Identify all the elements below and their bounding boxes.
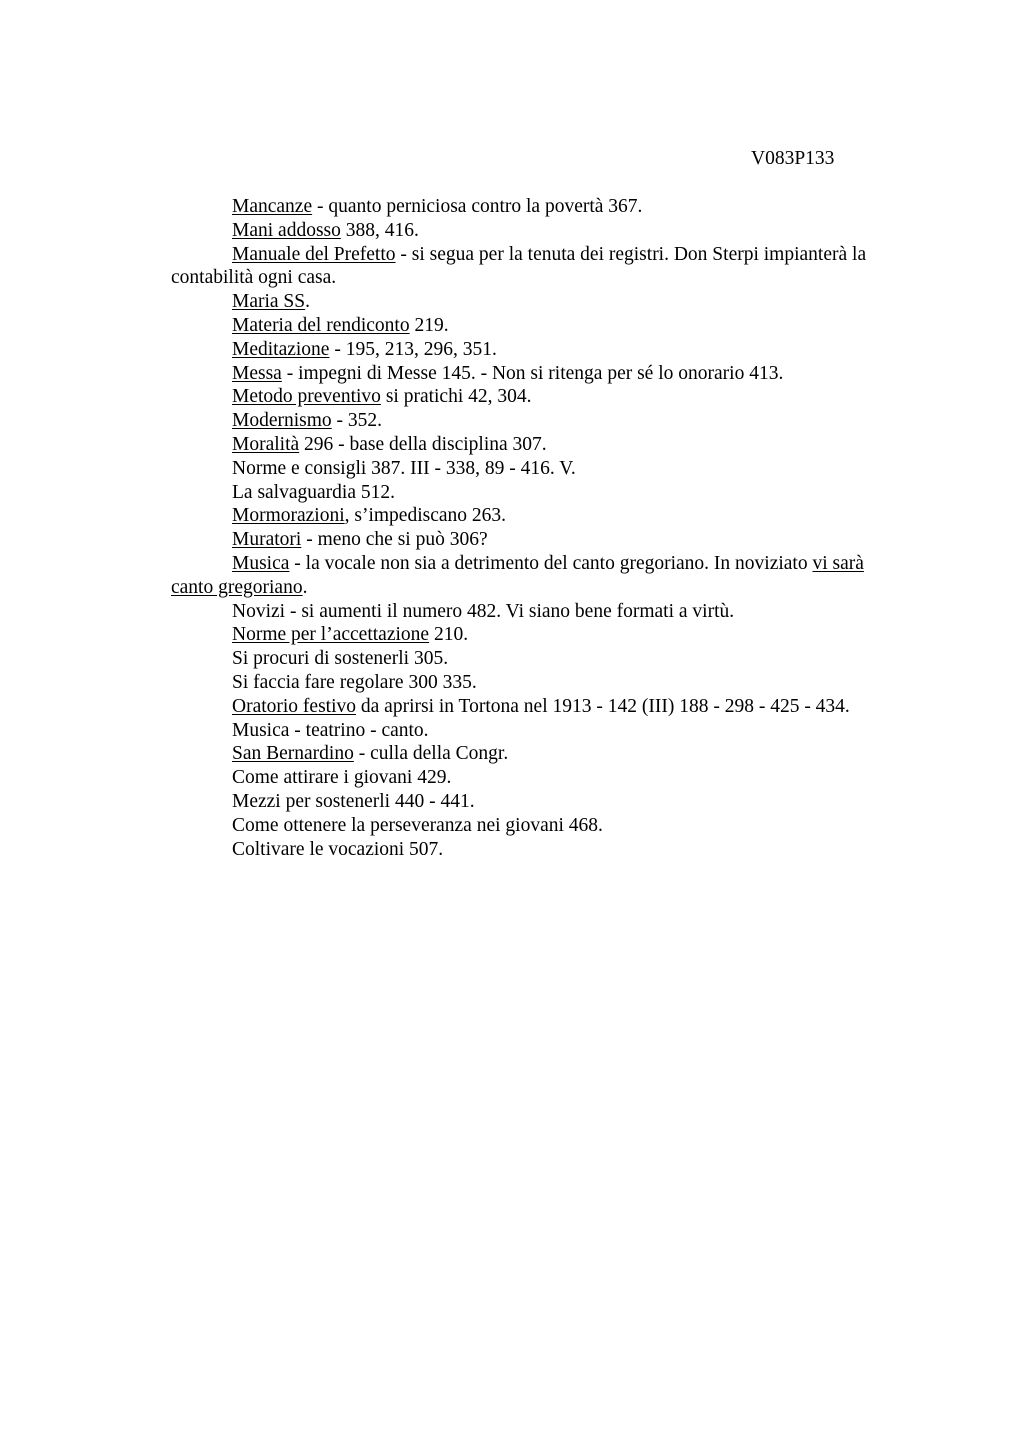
index-entry (171, 623, 911, 647)
entry-text: Musica - teatrino - canto. (232, 719, 429, 741)
index-entry (171, 742, 911, 766)
entry-text: - 195, 213, 296, 351. (329, 338, 497, 360)
entry-text: Coltivare le vocazioni 507. (232, 838, 444, 860)
index-entry (171, 528, 911, 552)
entry-heading: Norme per l’accettazione (232, 624, 430, 646)
entry-heading: Musica (232, 552, 290, 574)
entry-text: . (305, 291, 310, 313)
index-entry (171, 433, 911, 457)
entry-text: 219. (409, 314, 449, 336)
index-entry (171, 481, 911, 505)
entry-text: da aprirsi in Tortona nel 1913 - 142 (III) 188 - 298 - 425 - 434. (356, 695, 850, 717)
entry-heading: Modernismo (232, 410, 332, 432)
entry-heading: Moralità (232, 433, 300, 455)
entry-heading: Meditazione (232, 338, 330, 360)
entry-text: Si faccia fare regolare 300 335. (232, 671, 477, 693)
index-entry (171, 790, 911, 814)
index-entry (171, 409, 911, 433)
index-entry (171, 600, 911, 624)
index-entry (171, 290, 911, 314)
index-entry (171, 314, 911, 338)
index-entry (171, 814, 911, 838)
entry-text: 210. (429, 624, 469, 646)
index-entry (171, 243, 911, 291)
entry-text: - quanto perniciosa contro la povertà 367. (312, 196, 643, 217)
index-entry (171, 338, 911, 362)
index-entry (171, 362, 911, 386)
entry-heading: Mancanze (232, 196, 313, 217)
entry-heading: Messa (232, 362, 282, 384)
entry-heading: Mormorazioni (232, 505, 345, 527)
entry-text: Come attirare i giovani 429. (232, 767, 452, 789)
entry-text: , s’impediscano 263. (344, 505, 507, 527)
index-entry (171, 457, 911, 481)
entry-heading: Muratori (232, 529, 302, 551)
index-entries (171, 195, 911, 861)
index-entry (171, 647, 911, 671)
entry-text: 296 - base della disciplina 307. (299, 433, 547, 455)
entry-text-end: . (302, 576, 308, 598)
index-entry (171, 385, 911, 409)
index-entry (171, 766, 911, 790)
entry-text: - meno che si può 306? (301, 529, 488, 551)
index-entry (171, 195, 911, 219)
entry-text: si pratichi 42, 304. (380, 386, 532, 408)
index-entry (171, 219, 911, 243)
entry-heading: San Bernardino (232, 743, 354, 765)
entry-text: - culla della Congr. (353, 743, 509, 765)
entry-underlined-phrase: vi sarà canto gregoriano (171, 552, 864, 598)
page-code: V083P133 (751, 148, 835, 169)
entry-text: - impegni di Messe 145. - Non si ritenga per sé lo onorario 413. (281, 362, 784, 384)
index-entry (171, 671, 911, 695)
entry-heading: Metodo preventivo (232, 386, 381, 408)
entry-text: Norme e consigli 387. III - 338, 89 - 416. V. (232, 457, 576, 479)
entry-heading: Materia del rendiconto (232, 314, 410, 336)
entry-text: - la vocale non sia a detrimento del canto gregoriano. In noviziato (289, 552, 813, 574)
entry-heading: Maria SS (232, 291, 306, 313)
index-entry (171, 695, 911, 719)
entry-text: - 352. (331, 410, 383, 432)
index-entry (171, 719, 911, 743)
entry-text: Mezzi per sostenerli 440 - 441. (232, 790, 475, 812)
entry-heading: Mani addosso (232, 219, 341, 241)
entry-text: - si segua per la tenuta dei registri. Don Sterpi impianterà la contabilità ogni casa. (171, 243, 867, 289)
index-entry (171, 552, 911, 600)
entry-heading: Oratorio festivo (232, 695, 357, 717)
entry-text: Come ottenere la perseveranza nei giovani 468. (232, 814, 603, 836)
entry-text: Novizi - si aumenti il numero 482. Vi siano bene formati a virtù. (232, 600, 735, 622)
entry-text: La salvaguardia 512. (232, 481, 395, 503)
index-entry (171, 504, 911, 528)
entry-heading: Manuale del Prefetto (232, 243, 396, 265)
entry-text: 388, 416. (340, 219, 419, 241)
index-entry (171, 838, 911, 862)
entry-text: Si procuri di sostenerli 305. (232, 648, 449, 670)
